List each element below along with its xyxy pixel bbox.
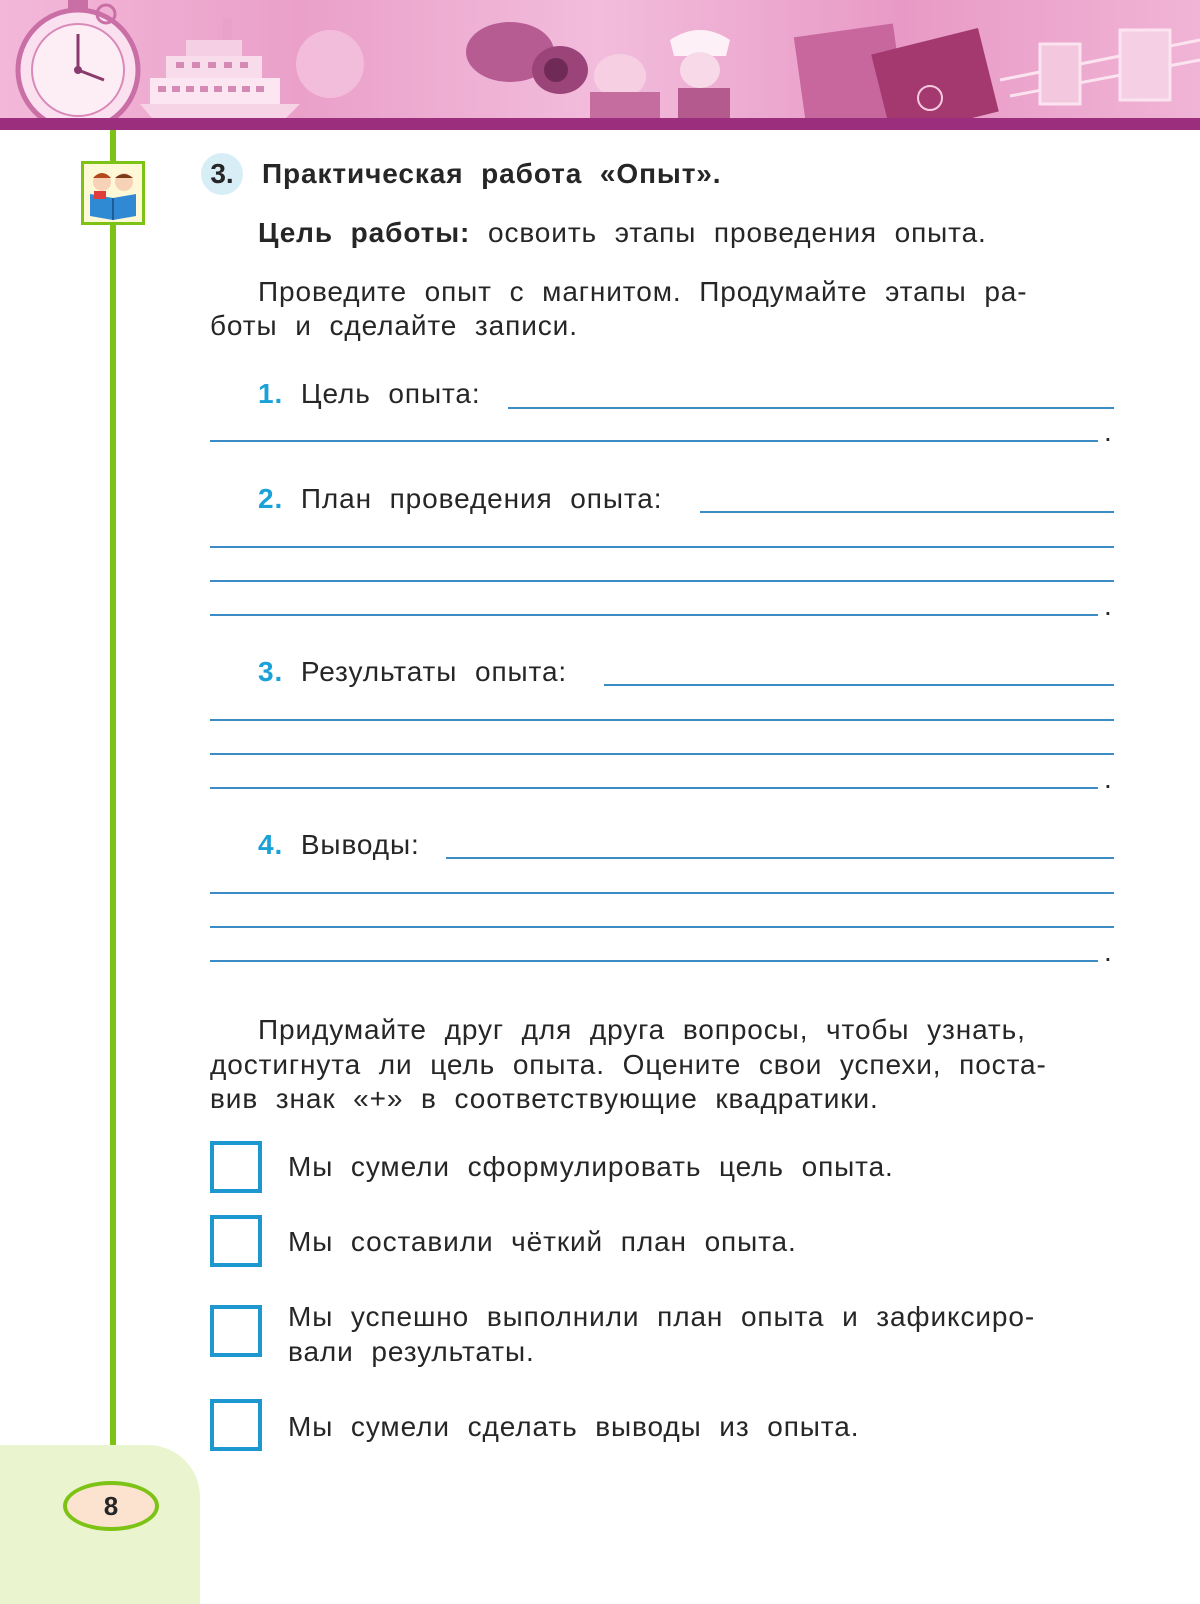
assessment-line-1: Придумайте друг для друга вопросы, чтобы узнать, bbox=[258, 1014, 1026, 1045]
answer-line[interactable] bbox=[700, 511, 1114, 513]
answer-line[interactable] bbox=[210, 926, 1114, 928]
checklist-item-3-line-2: вали результаты. bbox=[288, 1336, 535, 1367]
answer-line[interactable] bbox=[210, 719, 1114, 721]
answer-line[interactable] bbox=[210, 614, 1098, 616]
margin-line bbox=[110, 130, 116, 1460]
instruction-line-2: боты и сделайте записи. bbox=[210, 310, 578, 341]
answer-line[interactable] bbox=[210, 546, 1114, 548]
closing-dot: . bbox=[1104, 590, 1112, 621]
assessment-line-2: достигнута ли цель опыта. Оцените свои успехи, поста- bbox=[210, 1049, 1047, 1080]
checkbox-conclusions[interactable] bbox=[210, 1399, 262, 1451]
checklist-item-2: Мы составили чёткий план опыта. bbox=[288, 1226, 797, 1257]
reading-children-icon bbox=[81, 161, 145, 225]
disc-shape bbox=[296, 30, 364, 98]
closing-dot: . bbox=[1104, 763, 1112, 794]
checklist-item-3-line-1: Мы успешно выполнили план опыта и зафиксиро- bbox=[288, 1301, 1036, 1332]
goal-text: освоить этапы проведения опыта. bbox=[487, 217, 987, 248]
binoculars-icon bbox=[466, 22, 588, 94]
section-label: Выводы: bbox=[300, 829, 420, 860]
answer-line[interactable] bbox=[604, 684, 1114, 686]
instruction-line-1: Проведите опыт с магнитом. Продумайте этапы ра- bbox=[258, 276, 1028, 307]
dictionary-books-icon bbox=[794, 24, 999, 126]
section-goal bbox=[258, 377, 481, 411]
checkbox-plan[interactable] bbox=[210, 1215, 262, 1267]
assessment-line-3: вив знак «+» в соответствующие квадратики. bbox=[210, 1083, 879, 1114]
answer-line[interactable] bbox=[508, 407, 1114, 409]
answer-line[interactable] bbox=[446, 857, 1114, 859]
section-plan bbox=[258, 482, 662, 516]
checklist-item-1: Мы сумели сформулировать цель опыта. bbox=[288, 1151, 894, 1182]
header-photo-collage bbox=[0, 0, 1200, 126]
section-results bbox=[258, 655, 567, 689]
section-number: 3. bbox=[258, 656, 284, 687]
section-number: 1. bbox=[258, 378, 284, 409]
header-divider bbox=[0, 118, 1200, 130]
closing-dot: . bbox=[1104, 936, 1112, 967]
section-conclusions bbox=[258, 828, 420, 862]
section-number: 4. bbox=[258, 829, 284, 860]
checklist-item-4: Мы сумели сделать выводы из опыта. bbox=[288, 1411, 860, 1442]
answer-line[interactable] bbox=[210, 753, 1114, 755]
header-collage-art bbox=[0, 0, 1200, 126]
space-station-icon bbox=[1000, 30, 1200, 104]
task-number-badge: 3. bbox=[201, 153, 243, 195]
page-number: 8 bbox=[63, 1481, 159, 1531]
answer-line[interactable] bbox=[210, 892, 1114, 894]
ship-icon bbox=[140, 18, 300, 118]
task-goal bbox=[258, 216, 987, 250]
people-photo bbox=[590, 30, 730, 126]
answer-line[interactable] bbox=[210, 580, 1114, 582]
answer-line[interactable] bbox=[210, 440, 1098, 442]
section-label: Цель опыта: bbox=[300, 378, 481, 409]
section-label: План проведения опыта: bbox=[300, 483, 663, 514]
checkbox-goal[interactable] bbox=[210, 1141, 262, 1193]
checkbox-results[interactable] bbox=[210, 1305, 262, 1357]
answer-line[interactable] bbox=[210, 960, 1098, 962]
task-title: Практическая работа «Опыт». bbox=[262, 158, 722, 189]
answer-line[interactable] bbox=[210, 787, 1098, 789]
closing-dot: . bbox=[1104, 416, 1112, 447]
stopwatch-icon bbox=[18, 0, 138, 126]
section-number: 2. bbox=[258, 483, 284, 514]
goal-label: Цель работы: bbox=[258, 217, 471, 248]
section-label: Результаты опыта: bbox=[300, 656, 568, 687]
